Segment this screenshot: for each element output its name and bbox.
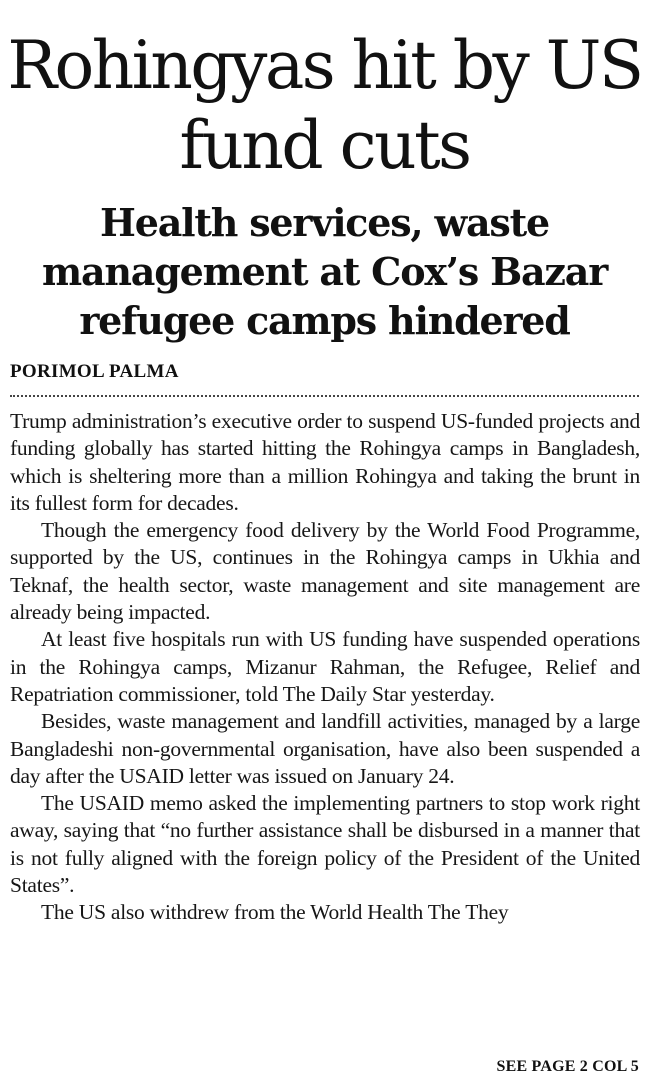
paragraph-1: Trump administration’s executive order to suspend US-funded projects and funding globally has started hitting the Rohingya camps in Bangladesh, which is sheltering more than a million Rohingya and taking the brunt in its fullest form for decades. [10,409,640,515]
continuation-jump-line: SEE PAGE 2 COL 5 [496,1058,639,1075]
byline: PORIMOL PALMA [10,361,179,382]
paragraph-6: The US also withdrew from the World Health The They [41,900,509,925]
subheadline: Health services, waste management at Cox’s Bazar refugee camps hindered [41,200,608,343]
paragraph-5: The USAID memo asked the implementing partners to stop work right away, saying that “no further assistance shall be disbursed in a manner that is not fully aligned with the foreign policy of the President of the United States”. [10,791,640,898]
paragraph-3: At least five hospitals run with US funding have suspended operations in the Rohingya camps, Mizanur Rahman, the Refugee, Relief and Repatriation commissioner, told The Daily Star yesterday. [10,627,640,706]
paragraph-2: Though the emergency food delivery by the World Food Programme, supported by the US, continues in the Rohingya camps in Ukhia and Teknaf, the health sector, waste management and site management are already being impacted. [10,518,640,625]
headline: Rohingyas hit by US fund cuts [7,27,642,184]
paragraph-4: Besides, waste management and landfill activities, managed by a large Bangladeshi non-governmental organisation, have also been suspended a day after the USAID letter was issued on January 24. [10,709,640,788]
dotted-divider [10,395,639,397]
article-body [10,408,640,927]
